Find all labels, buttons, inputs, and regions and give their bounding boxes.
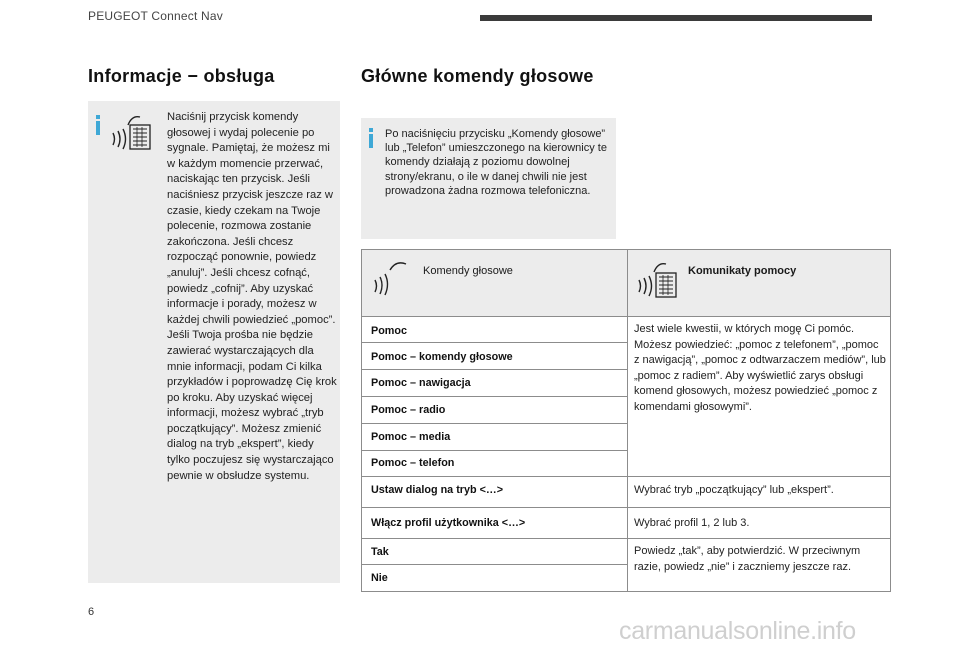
voice-command-icon bbox=[372, 258, 412, 296]
left-info-box bbox=[88, 101, 340, 583]
row-divider bbox=[362, 342, 627, 343]
table-header bbox=[362, 250, 890, 317]
command-cell: Włącz profil użytkownika <…> bbox=[371, 517, 526, 529]
command-cell: Pomoc – media bbox=[371, 431, 451, 443]
command-cell: Nie bbox=[371, 572, 388, 584]
info-icon bbox=[96, 121, 100, 135]
description-cell: Powiedz „tak”, aby potwierdzić. W przeciwnym razie, powiedz „nie” i zaczniemy jeszcze raz. bbox=[634, 545, 861, 573]
row-divider bbox=[362, 507, 890, 508]
row-divider bbox=[362, 423, 627, 424]
right-info-box bbox=[361, 118, 616, 239]
command-cell: Pomoc – komendy głosowe bbox=[371, 351, 513, 363]
left-info-text: Naciśnij przycisk komendy głosowej i wydaj polecenie po sygnale. Pamiętaj, że możesz mi w każdym momencie przerwać, naciskając ten przycisk. Jeśli naciśniesz przycisk jeszcze raz w czasie, kiedy czekam na Twoje polecenie, rozmowa zostanie zakończona. Jeśli chcesz rozpocząć ponownie, powiedz „anuluj”. Jeśli chcesz cofnąć, powiedz „cofnij”. Aby uzyskać informacje i porady, możesz w każdej chwili powiedzieć „pomoc”. Jeśli Twoja prośba nie będzie zawierać wystarczających dla mnie informacji, podam Ci kilka przykładów i poprowadzę Cię krok po kroku. Aby uzyskać więcej informacji, możesz wybrać „tryb początkujący”. Możesz zmienić dialog na tryb „ekspert”, kiedy tylko poczujesz się wystarczająco pewnie w obsłudze systemu. bbox=[167, 111, 337, 482]
command-cell: Pomoc – nawigacja bbox=[371, 377, 471, 389]
header-help-messages: Komunikaty pomocy bbox=[688, 265, 797, 277]
left-section-title: Informacje − obsługa bbox=[88, 66, 275, 86]
row-divider bbox=[362, 369, 627, 370]
right-info-text: Po naciśnięciu przycisku „Komendy głosowe” lub „Telefon” umieszczonego na kierownicy te komendy działają z poziomu dowolnej strony/ekranu, o ile w danej chwili nie jest prowadzona żadna rozmowa telefoniczna. bbox=[385, 128, 607, 197]
command-cell: Pomoc – radio bbox=[371, 404, 446, 416]
command-cell: Ustaw dialog na tryb <…> bbox=[371, 484, 503, 496]
watermark: carmanualsonline.info bbox=[619, 617, 856, 645]
row-divider bbox=[362, 564, 627, 565]
page-number: 6 bbox=[88, 606, 95, 618]
header-bar bbox=[480, 15, 872, 21]
header-voice-commands: Komendy głosowe bbox=[423, 265, 513, 277]
command-cell: Tak bbox=[371, 546, 389, 558]
command-cell: Pomoc bbox=[371, 325, 407, 337]
info-icon bbox=[369, 134, 373, 148]
description-cell: Wybrać tryb „początkujący” lub „ekspert”. bbox=[634, 484, 834, 496]
column-divider bbox=[627, 250, 628, 591]
description-cell: Jest wiele kwestii, w których mogę Ci pomóc. Możesz powiedzieć: „pomoc z telefonem”, „pomoc z nawigacją”, „pomoc z odtwarzaczem mediów”, lub „pomoc z radiem”. Aby wyświetlić zarys obsługi komend głosowych, możesz powiedzieć „pomoc z komendami głosowymi”. bbox=[634, 323, 886, 413]
voice-keypad-icon bbox=[110, 111, 154, 151]
row-divider bbox=[362, 450, 627, 451]
row-divider bbox=[362, 538, 890, 539]
voice-keypad-icon bbox=[636, 258, 680, 300]
description-cell: Wybrać profil 1, 2 lub 3. bbox=[634, 517, 750, 529]
row-divider bbox=[362, 476, 890, 477]
row-divider bbox=[362, 396, 627, 397]
right-section-title: Główne komendy głosowe bbox=[361, 66, 594, 86]
brand-label: PEUGEOT Connect Nav bbox=[88, 9, 223, 23]
command-cell: Pomoc – telefon bbox=[371, 457, 455, 469]
voice-commands-table bbox=[361, 249, 891, 592]
